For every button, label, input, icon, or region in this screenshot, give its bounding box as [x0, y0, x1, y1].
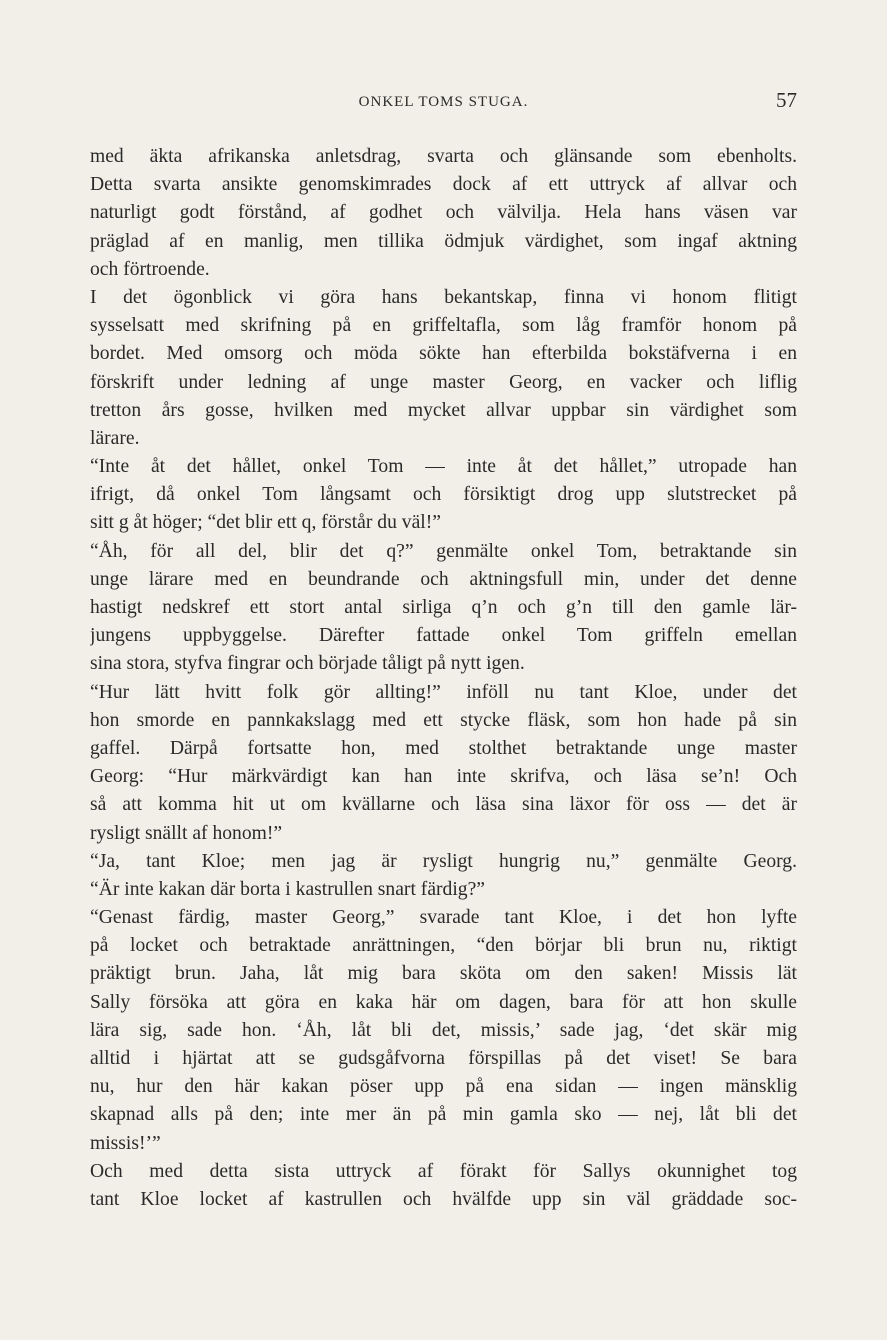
text-line: “Ja, tant Kloe; men jag är rysligt hungrig nu,” genmälte Georg. — [90, 850, 797, 872]
body-text — [90, 143, 797, 1214]
text-line: präktigt brun. Jaha, låt mig bara sköta om den saken! Missis lät — [90, 963, 797, 985]
text-line: Sally försöka att göra en kaka här om dagen, bara för att hon skulle — [90, 991, 797, 1013]
text-line: “Genast färdig, master Georg,” svarade tant Kloe, i det hon lyfte — [90, 907, 797, 929]
text-line: hon smorde en pannkakslagg med ett stycke fläsk, som hon hade på sin — [90, 709, 797, 731]
text-line: rysligt snällt af honom!” — [90, 822, 283, 844]
text-line: jungens uppbyggelse. Därefter fattade onkel Tom griffeln emellan — [90, 625, 797, 647]
text-line: hastigt nedskref ett stort antal sirliga q’n och g’n till den gamle lär- — [90, 597, 797, 618]
text-line: präglad af en manlig, men tillika ödmjuk värdighet, som ingaf aktning — [90, 230, 797, 252]
text-line: “Hur lätt hvitt folk gör allting!” inföll nu tant Kloe, under det — [90, 681, 797, 703]
text-line: alltid i hjärtat att se gudsgåfvorna förspillas på det viset! Se bara — [90, 1048, 797, 1069]
text-line: naturligt godt förstånd, af godhet och välvilja. Hela hans väsen var — [90, 202, 797, 224]
text-line: och förtroende. — [90, 258, 210, 280]
text-line: nu, hur den här kakan pöser upp på ena sidan — ingen mänsklig — [90, 1076, 797, 1098]
text-line: Detta svarta ansikte genomskimrades dock af ett uttryck af allvar och — [90, 174, 797, 196]
text-line: missis!’” — [90, 1132, 161, 1154]
text-line: gaffel. Därpå fortsatte hon, med stolthet betraktande unge master — [90, 737, 797, 759]
text-line: så att komma hit ut om kvällarne och läsa sina läxor för oss — det är — [90, 794, 797, 816]
text-line: sysselsatt med skrifning på en griffeltafla, som låg framför honom på — [90, 315, 797, 337]
text-line: lärare. — [90, 427, 140, 449]
text-line: lära sig, sade hon. ‘Åh, låt bli det, missis,’ sade jag, ‘det skär mig — [90, 1019, 797, 1041]
text-line: “Är inte kakan där borta i kastrullen snart färdig?” — [90, 878, 485, 900]
text-line: unge lärare med en beundrande och aktningsfull min, under det denne — [90, 568, 797, 590]
text-line: ifrigt, då onkel Tom långsamt och försiktigt drog upp slutstrecket på — [90, 484, 797, 506]
text-line: med äkta afrikanska anletsdrag, svarta och glänsande som ebenholts. — [90, 146, 797, 167]
page-number: 57 — [776, 88, 797, 112]
text-line: tant Kloe locket af kastrullen och hvälfde upp sin väl gräddade soc- — [90, 1188, 797, 1210]
text-line: skapnad alls på den; inte mer än på min gamla sko — nej, låt bli det — [90, 1104, 797, 1126]
text-line: bordet. Med omsorg och möda sökte han efterbilda bokstäfverna i en — [90, 343, 797, 365]
text-line: på locket och betraktade anrättningen, “den börjar bli brun nu, riktigt — [90, 935, 797, 957]
running-title: ONKEL TOMS STUGA. — [358, 94, 529, 110]
text-line: I det ögonblick vi göra hans bekantskap, finna vi honom flitigt — [90, 286, 797, 308]
text-line: tretton års gosse, hvilken med mycket allvar uppbar sin värdighet som — [90, 399, 797, 421]
text-line: “Åh, för all del, blir det q?” genmälte onkel Tom, betraktande sin — [90, 540, 797, 562]
text-line: Georg: “Hur märkvärdigt kan han inte skrifva, och läsa se’n! Och — [90, 766, 797, 788]
text-line: sitt g åt höger; “det blir ett q, förstår du väl!” — [90, 512, 441, 534]
text-line: Och med detta sista uttryck af förakt för Sallys okunnighet tog — [90, 1160, 797, 1182]
text-line: förskrift under ledning af unge master Georg, en vacker och liflig — [90, 371, 797, 393]
page-header — [90, 88, 797, 118]
text-line: “Inte åt det hållet, onkel Tom — inte åt det hållet,” utropade han — [90, 456, 797, 478]
text-line: sina stora, styfva fingrar och började tåligt på nytt igen. — [90, 653, 525, 675]
